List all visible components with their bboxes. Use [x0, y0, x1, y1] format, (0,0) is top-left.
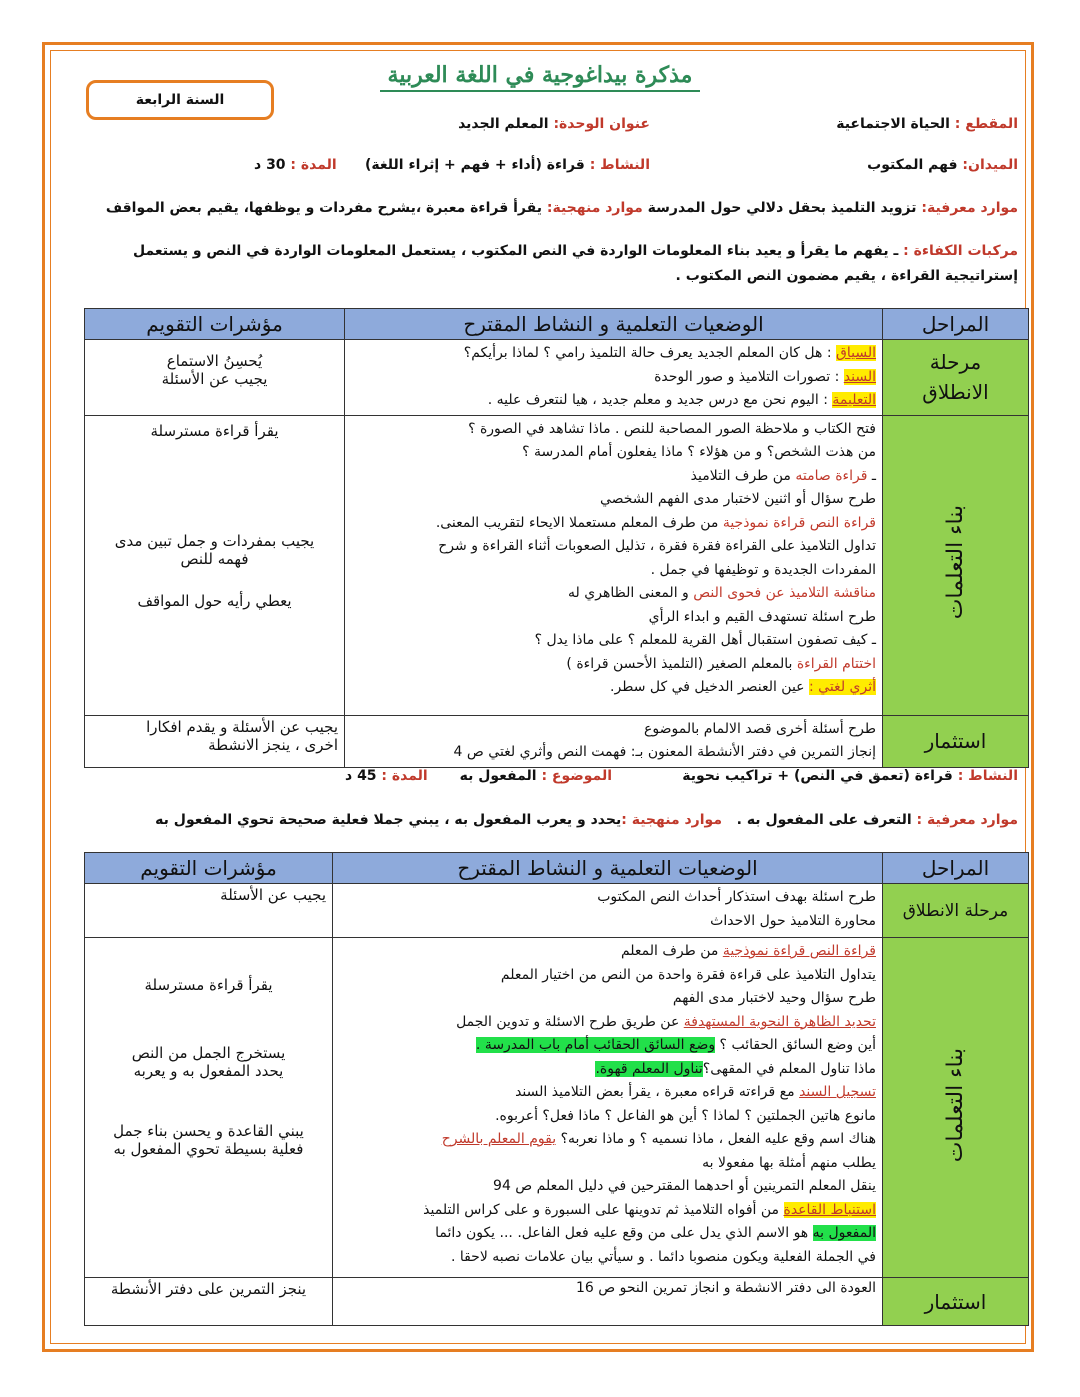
lesson-table-1 [84, 308, 1029, 768]
duration2-line: المدة : 45 د [345, 768, 428, 784]
launch2-indicators: يجيب عن الأسئلة [85, 884, 333, 938]
activity2-line: النشاط : قراءة (تعمق في النص) + تراكيب نحوية [682, 768, 1018, 784]
header-activities: الوضعيات التعلمية و النشاط المقترح [345, 309, 883, 340]
invest-indicators: يجيب عن الأسئلة و يقدم افكارا اخرى ، ينجز الانشطة [85, 715, 345, 767]
header-stages: المراحل [883, 309, 1029, 340]
stage2-invest: استثمار [883, 1278, 1029, 1326]
topic-line: الموضوع : المفعول به [459, 768, 612, 784]
field-line: الميدان: فهم المكتوب [867, 157, 1018, 173]
header2-stages: المراحل [883, 853, 1029, 884]
invest2-indicators: ينجز التمرين على دفتر الأنشطة [85, 1278, 333, 1326]
resources-line: موارد معرفية: تزويد التلميذ بحقل دلالي حول المدرسة موارد منهجية: يقرأ قراءة معبرة ،يشرح مفردات و يوظفها، يقيم بعض المواقف [105, 200, 1018, 216]
activity-line: النشاط : قراءة (أداء + فهم + إثراء اللغة) [365, 157, 650, 173]
competence-line-2: إستراتيجية القراءة ، يقيم مضمون النص المكتوب . [675, 268, 1018, 284]
stage2-build: بناء التعلمات [883, 938, 1029, 1278]
page-title: مذكرة بيداغوجية في اللغة العربية [380, 62, 700, 92]
header-indicators: مؤشرات التقويم [85, 309, 345, 340]
header2-indicators: مؤشرات التقويم [85, 853, 333, 884]
duration-line: المدة : 30 د [254, 157, 337, 173]
segment-line: المقطع : الحياة الاجتماعية [836, 116, 1018, 132]
lesson-table-2 [84, 852, 1029, 1326]
competence-line: مركبات الكفاءة : ـ يفهم ما يقرأ و يعيد بناء المعلومات الواردة في النص المكتوب ، يستعمل المعلومات الواردة في النص و يستعمل [132, 243, 1018, 259]
stage2-launch: مرحلة الانطلاق [883, 884, 1029, 938]
stage-invest: استثمار [883, 715, 1029, 767]
launch2-activities: طرح اسئلة بهدف استذكار أحداث النص المكتوب محاورة التلاميذ حول الاحداث [333, 884, 883, 938]
launch-indicators: يُحسِنُ الاستماع يجيب عن الأسئلة [85, 340, 345, 416]
build2-activities: قراءة النص قراءة نموذجية من طرف المعلم يتداول التلاميذ على قراءة فقرة واحدة من النص من اختيار المعلم طرح سؤال وحيد لاختبار مدى الفهم تحديد الظاهرة النحوية المستهدفة عن طريق طرح الاسئلة و تدوين الجمل أين وضع السائق الحقائب ؟ وضع السائق الحقائب أمام باب المدرسة . ماذا تناول المعلم في المقهى؟تناول المعلم قهوة. تسجيل السند مع قراءته قراءه معبرة ، يقرأ بعض التلاميذ السند مانوع هاتين الجملتين ؟ لماذا ؟ أين هو الفاعل ؟ ماذا فعل؟ أعربوه. هناك اسم وقع عليه الفعل ، ماذا نسميه ؟ و ماذا نعربه؟ يقوم المعلم بالشرح يطلب منهم أمثلة بها مفعولا به ينقل المعلم التمرينين أو احدهما المقترحين في دليل المعلم ص 94 استنباط القاعدة من أفواه التلاميذ ثم تدوينها على السبورة و على كراس التلميذ المفعول به هو الاسم الذي يدل على من وقع عليه فعل الفاعل. ... يكون دائما في الجملة الفعلية ويكون منصوبا دائما . و سيأتي بيان علامات نصبه لاحقا . [333, 938, 883, 1278]
invest-activities: طرح أسئلة أخرى قصد الالمام بالموضوع إنجاز التمرين في دفتر الأنشطة المعنون بـ: فهمت النص وأثري لغتي ص 4 [345, 715, 883, 767]
header2-activities: الوضعيات التعلمية و النشاط المقترح [333, 853, 883, 884]
stage-launch: مرحلة الانطلاق [883, 340, 1029, 416]
launch-activities: السياق : هل كان المعلم الجديد يعرف حالة التلميذ رامي ؟ لماذا برأيكم؟ السند : تصورات التلاميذ و صور الوحدة التعليمة : اليوم نحن مع درس جديد و معلم جديد ، هيا لنتعرف عليه . [345, 340, 883, 416]
level-badge: السنة الرابعة [86, 80, 274, 120]
build-indicators: يقرأ قراءة مسترسلة يجيب بمفردات و جمل تبين مدى فهمه للنص يعطي رأيه حول المواقف [85, 415, 345, 715]
resources2-line: موارد معرفية : التعرف على المفعول به . موارد منهجية :يحدد و يعرب المفعول به ، يبني جملا فعلية صحيحة تحوي المفعول به [155, 812, 1018, 828]
stage-build: بناء التعلمات [883, 415, 1029, 715]
invest2-activities: العودة الى دفتر الانشطة و انجاز تمرين النحو ص 16 [333, 1278, 883, 1326]
build-activities: فتح الكتاب و ملاحظة الصور المصاحبة للنص . ماذا تشاهد في الصورة ؟ من هذت الشخص؟ و من هؤلاء ؟ ماذا يفعلون أمام المدرسة ؟ ـ قراءة صامته من طرف التلاميذ طرح سؤال أو اثنين لاختبار مدى الفهم الشخصي قراءة النص قراءة نموذجية من طرف المعلم مستعملا الايحاء لتقريب المعنى. تداول التلاميذ على القراءة فقرة فقرة ، تذليل الصعوبات أثناء القراءة و شرح المفردات الجديدة و توظيفها في جمل . مناقشة التلاميذ عن فحوى النص و المعنى الظاهري له طرح اسئلة تستهدف القيم و ابداء الرأي ـ كيف تصفون استقبال أهل القرية للمعلم ؟ على ماذا يدل ؟ اختتام القراءة بالمعلم الصغير (التلميذ الأحسن قراءة ) أثري لغتي : عين العنصر الدخيل في كل سطر. [345, 415, 883, 715]
unit-line: عنوان الوحدة: المعلم الجديد [458, 116, 650, 132]
build2-indicators: يقرأ قراءة مسترسلة يستخرج الجمل من النص يحدد المفعول به و يعربه يبني القاعدة و يحسن بناء جمل فعلية بسيطة تحوي المفعول به [85, 938, 333, 1278]
